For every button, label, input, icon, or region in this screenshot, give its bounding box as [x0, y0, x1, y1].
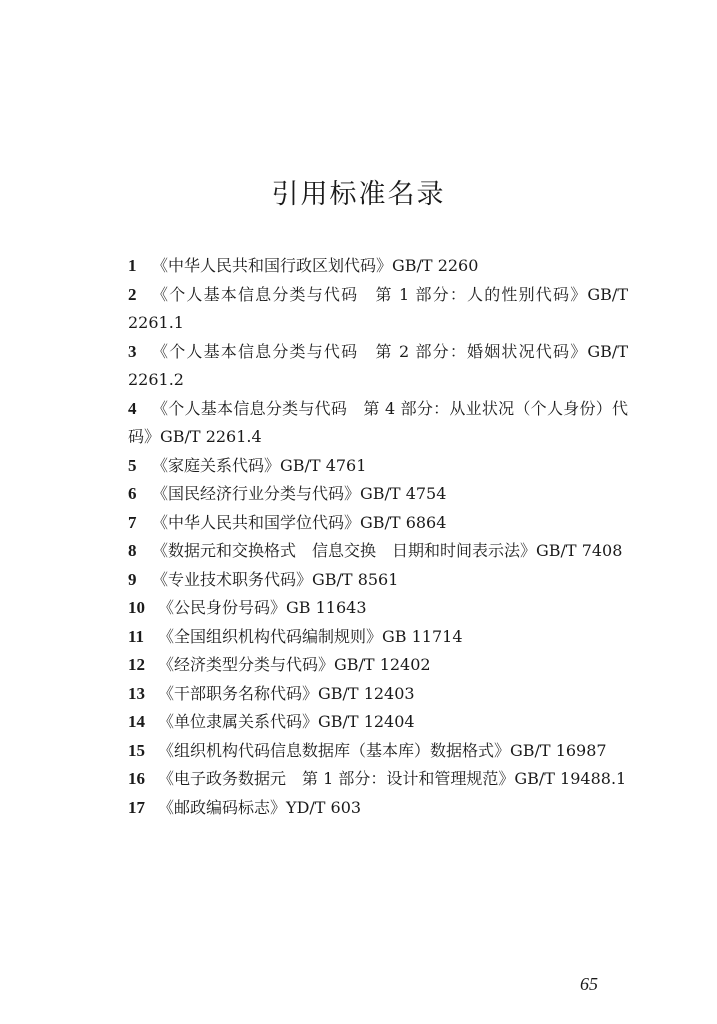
reference-text: 《国民经济行业分类与代码》GB/T 4754	[152, 484, 447, 503]
reference-text: 《家庭关系代码》GB/T 4761	[152, 455, 367, 475]
reference-text: 《个人基本信息分类与代码 第 4 部分：从业状况（个人身份）代码》GB/T 2261.4	[128, 398, 628, 446]
reference-number: 10	[128, 598, 145, 617]
reference-number: 1	[128, 256, 137, 275]
reference-item	[128, 480, 628, 509]
reference-text: 《中华人民共和国学位代码》GB/T 6864	[152, 512, 447, 532]
reference-item	[128, 794, 628, 823]
reference-item	[128, 281, 628, 338]
reference-text: 《干部职务名称代码》GB/T 12403	[158, 683, 415, 703]
reference-number: 2	[128, 284, 137, 304]
reference-item	[128, 680, 628, 709]
reference-text: 《经济类型分类与代码》GB/T 12402	[158, 655, 431, 674]
reference-number: 12	[128, 655, 145, 674]
reference-number: 17	[128, 797, 145, 817]
reference-item	[128, 708, 628, 737]
reference-number: 4	[128, 398, 137, 418]
reference-text: 《中华人民共和国行政区划代码》GB/T 2260	[152, 256, 479, 275]
reference-text: 《单位隶属关系代码》GB/T 12404	[158, 712, 415, 731]
reference-item	[128, 509, 628, 538]
reference-item	[128, 594, 628, 623]
reference-number: 13	[128, 683, 145, 703]
reference-text: 《个人基本信息分类与代码 第 2 部分：婚姻状况代码》GB/T 2261.2	[128, 341, 628, 389]
page-number: 65	[580, 974, 598, 994]
reference-number: 3	[128, 341, 137, 361]
reference-item	[128, 651, 628, 680]
reference-number: 8	[128, 541, 137, 560]
reference-number: 9	[128, 569, 137, 589]
reference-item	[128, 338, 628, 395]
reference-item	[128, 252, 628, 281]
reference-text: 《电子政务数据元 第 1 部分：设计和管理规范》GB/T 19488.1	[158, 769, 627, 788]
reference-text: 《全国组织机构代码编制规则》GB 11714	[158, 626, 463, 646]
reference-number: 16	[128, 769, 145, 788]
reference-number: 14	[128, 712, 145, 731]
reference-text: 《邮政编码标志》YD/T 603	[158, 797, 362, 817]
reference-text: 《组织机构代码信息数据库（基本库）数据格式》GB/T 16987	[158, 740, 607, 760]
reference-item	[128, 737, 628, 766]
reference-text: 《专业技术职务代码》GB/T 8561	[152, 569, 399, 589]
reference-text: 《个人基本信息分类与代码 第 1 部分：人的性别代码》GB/T 2261.1	[128, 284, 628, 332]
reference-item	[128, 623, 628, 652]
reference-number: 6	[128, 484, 137, 503]
reference-text: 《公民身份号码》GB 11643	[158, 598, 367, 617]
reference-list	[128, 252, 628, 822]
reference-number: 7	[128, 512, 137, 532]
reference-number: 5	[128, 455, 137, 475]
reference-number: 11	[128, 626, 145, 646]
reference-number: 15	[128, 740, 145, 760]
reference-text: 《数据元和交换格式 信息交换 日期和时间表示法》GB/T 7408	[152, 541, 623, 560]
reference-item	[128, 765, 628, 794]
reference-item	[128, 537, 628, 566]
reference-item	[128, 566, 628, 595]
reference-item	[128, 395, 628, 452]
page-title: 引用标准名录	[271, 179, 446, 210]
reference-item	[128, 452, 628, 481]
